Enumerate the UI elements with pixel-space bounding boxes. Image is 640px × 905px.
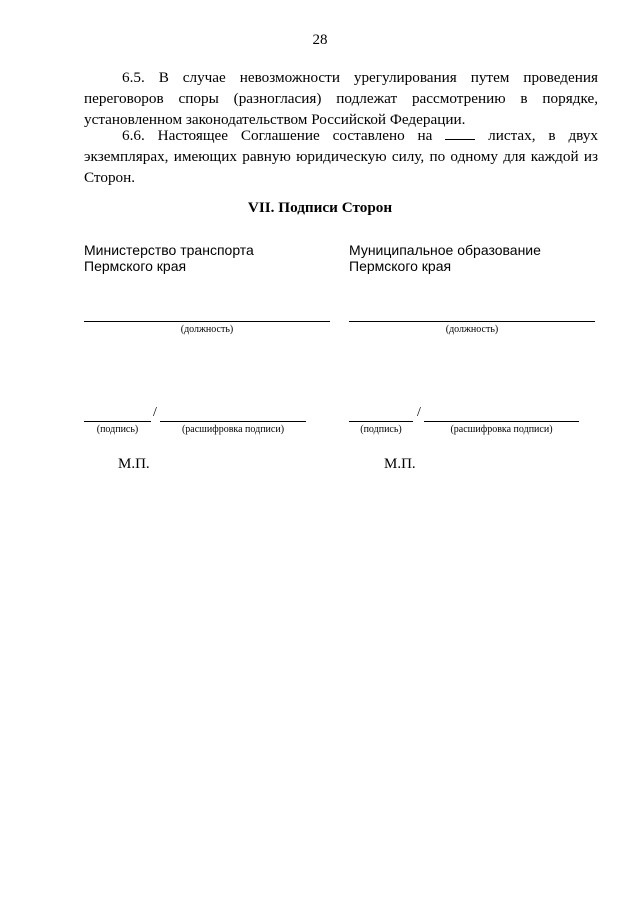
party-left-slash: / (153, 405, 157, 420)
clause-6-6-start: 6.6. Настоящее Соглашение составлено на (122, 127, 446, 144)
party-right-position-caption: (должность) (445, 324, 499, 335)
party-left-decoding-line (160, 421, 306, 422)
party-right-stamp: М.П. (384, 456, 416, 472)
clause-6-5: 6.5. В случае невозможности урегулирования путем проведения переговоров споры (разногласия) подлежат рассмотрению в порядке, установленном законодательством Российской Федерации. (84, 69, 598, 128)
clause-6-6 (84, 125, 598, 188)
party-right-signature-caption: (подпись) (360, 424, 402, 435)
sheet-count-blank (445, 127, 475, 140)
party-left-name-text: Министерство транспорта Пермского края (84, 242, 254, 274)
party-right-name (349, 242, 609, 274)
party-right-slash: / (417, 405, 421, 420)
clause-6-6-end: листах, в двух экземплярах, имеющих равную юридическую силу, по одному для каждой из Сторон. (84, 127, 599, 186)
party-left-signature-line (84, 421, 151, 422)
party-left-decoding-caption: (расшифровка подписи) (181, 424, 285, 435)
party-left-position-line (84, 321, 330, 322)
party-right-position-line (349, 321, 595, 322)
party-right-name-text: Муниципальное образование Пермского края (349, 242, 541, 274)
party-right-decoding-line (424, 421, 579, 422)
party-left-stamp: М.П. (118, 456, 150, 472)
party-left-signature-caption: (подпись) (96, 424, 139, 435)
party-left-name (84, 242, 344, 274)
page-number: 28 (312, 32, 328, 48)
party-right-decoding-caption: (расшифровка подписи) (450, 424, 553, 435)
party-right-signature-line (349, 421, 413, 422)
section-title: VII. Подписи Сторон (247, 199, 393, 216)
party-left-position-caption: (должность) (180, 324, 234, 335)
